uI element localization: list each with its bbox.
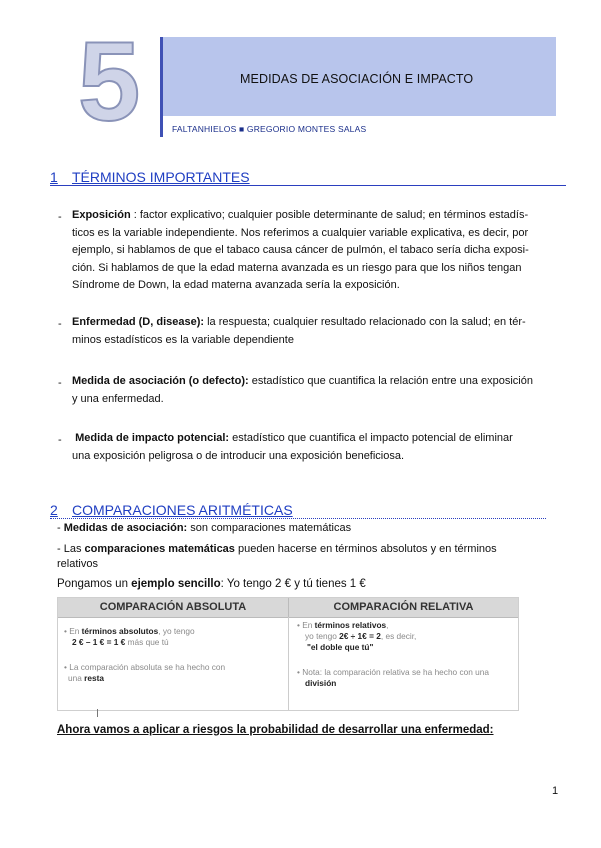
text: • En: [64, 626, 82, 636]
definition-text: ticos es la variable independiente. Nos referimos a cualquier variable explicativa, es decir, por: [72, 226, 529, 239]
definition-medida-asociacion: [72, 373, 566, 408]
authors: [172, 124, 366, 134]
closing-line: Ahora vamos a aplicar a riesgos la probabilidad de desarrollar una enfermedad:: [57, 724, 494, 736]
table-header-absolute: COMPARACIÓN ABSOLUTA: [58, 598, 289, 618]
line-ejemplo: [57, 578, 366, 590]
definition-text: ejemplo, si hablamos de que el tabaco causa cáncer de pulmón, el tabaco sería dicha exposi-: [72, 244, 529, 256]
bullet-dash: -: [58, 318, 62, 330]
cell-relative: [297, 620, 513, 689]
definition-text: Síndrome de Down, la edad materna avanzada sería la exposición.: [72, 279, 400, 291]
term: Enfermedad (D, disease):: [72, 316, 205, 328]
section-rule: [50, 518, 546, 519]
table-tick-mark: [97, 709, 98, 717]
bold-text: términos absolutos: [81, 626, 159, 636]
cell-absolute: [64, 626, 284, 684]
text: • La comparación absoluta se ha hecho con: [64, 662, 226, 672]
text: : Yo tengo 2 € y tú tienes 1 €: [220, 578, 366, 590]
bold-text: 2 € – 1 € = 1 €: [72, 637, 126, 647]
bullet-dash: -: [58, 434, 62, 446]
term: Exposición: [72, 209, 131, 221]
bold-text: "el doble que tú": [307, 642, 374, 652]
definition-text: una exposición peligrosa o de introducir una exposición beneficiosa.: [72, 449, 405, 462]
bold-text: términos relativos: [314, 620, 387, 630]
text: , es decir,: [380, 631, 417, 641]
author-left: FALTANHIELOS: [172, 124, 237, 134]
definition-text: estadístico que cuantifica el impacto potencial de eliminar: [229, 432, 513, 444]
bold-text: división: [305, 678, 337, 688]
table-header-relative: COMPARACIÓN RELATIVA: [289, 598, 518, 618]
text: yo tengo: [305, 631, 340, 641]
section-heading-1: [50, 169, 250, 185]
bullet-dash: -: [58, 377, 62, 389]
text: , yo tengo: [158, 626, 195, 636]
definition-text: y una enfermedad.: [72, 392, 164, 405]
definition-medida-impacto: [72, 430, 566, 465]
table-divider: [288, 617, 289, 710]
text: pueden hacerse en términos absolutos y en términos: [234, 543, 497, 555]
author-separator: ■: [239, 124, 245, 134]
section-number: 1: [50, 169, 58, 185]
definition-enfermedad: [72, 314, 566, 349]
text: -: [57, 522, 64, 534]
chapter-number: 5: [78, 19, 141, 144]
definition-exposicion: [72, 207, 566, 295]
page-title: MEDIDAS DE ASOCIACIÓN E IMPACTO: [240, 72, 474, 86]
title-bar-accent: [160, 37, 163, 137]
text: - Las: [57, 543, 85, 555]
text: son comparaciones matemáticas: [187, 522, 352, 534]
term: Medida de asociación (o defecto):: [72, 375, 249, 387]
definition-text: minos estadísticos es la variable dependiente: [72, 333, 294, 346]
bold-text: 2€ ÷ 1€ = 2: [339, 631, 381, 641]
bullet-dash: -: [58, 211, 62, 223]
definition-text: estadístico que cuantifica la relación entre una exposición: [248, 375, 533, 387]
text: más que tú: [125, 637, 169, 647]
text: Pongamos un: [57, 578, 132, 590]
line-comparaciones: [57, 541, 543, 573]
definition-text: la respuesta; cualquier resultado relacionado con la salud; en tér-: [204, 316, 526, 328]
term: Medida de impacto potencial:: [75, 432, 230, 444]
definition-text: : factor explicativo; cualquier posible determinante de salud; en términos estadís-: [130, 209, 529, 221]
text: ,: [386, 620, 389, 630]
section-heading-2: [50, 502, 293, 518]
definition-text: ción. Si hablamos de que la edad materna avanzada es un riesgo para que los niños tengan: [72, 261, 522, 274]
section-rule: [50, 185, 566, 186]
text: • Nota: la comparación relativa se ha hecho con una: [297, 667, 490, 677]
section-title: COMPARACIONES ARITMÉTICAS: [72, 502, 293, 518]
bold-text: resta: [84, 673, 104, 683]
text: • En: [297, 620, 315, 630]
section-number: 2: [50, 502, 58, 518]
text: relativos: [57, 557, 98, 570]
text: una: [68, 673, 85, 683]
section-title: TÉRMINOS IMPORTANTES: [72, 169, 250, 185]
page-number: 1: [552, 785, 559, 797]
author-right: GREGORIO MONTES SALAS: [246, 124, 367, 134]
line-medidas-asociacion: [57, 522, 351, 534]
bold-text: comparaciones matemáticas: [84, 543, 235, 555]
bold-text: ejemplo sencillo: [131, 578, 221, 590]
bold-text: Medidas de asociación:: [63, 522, 188, 534]
comparison-table: [57, 597, 519, 711]
